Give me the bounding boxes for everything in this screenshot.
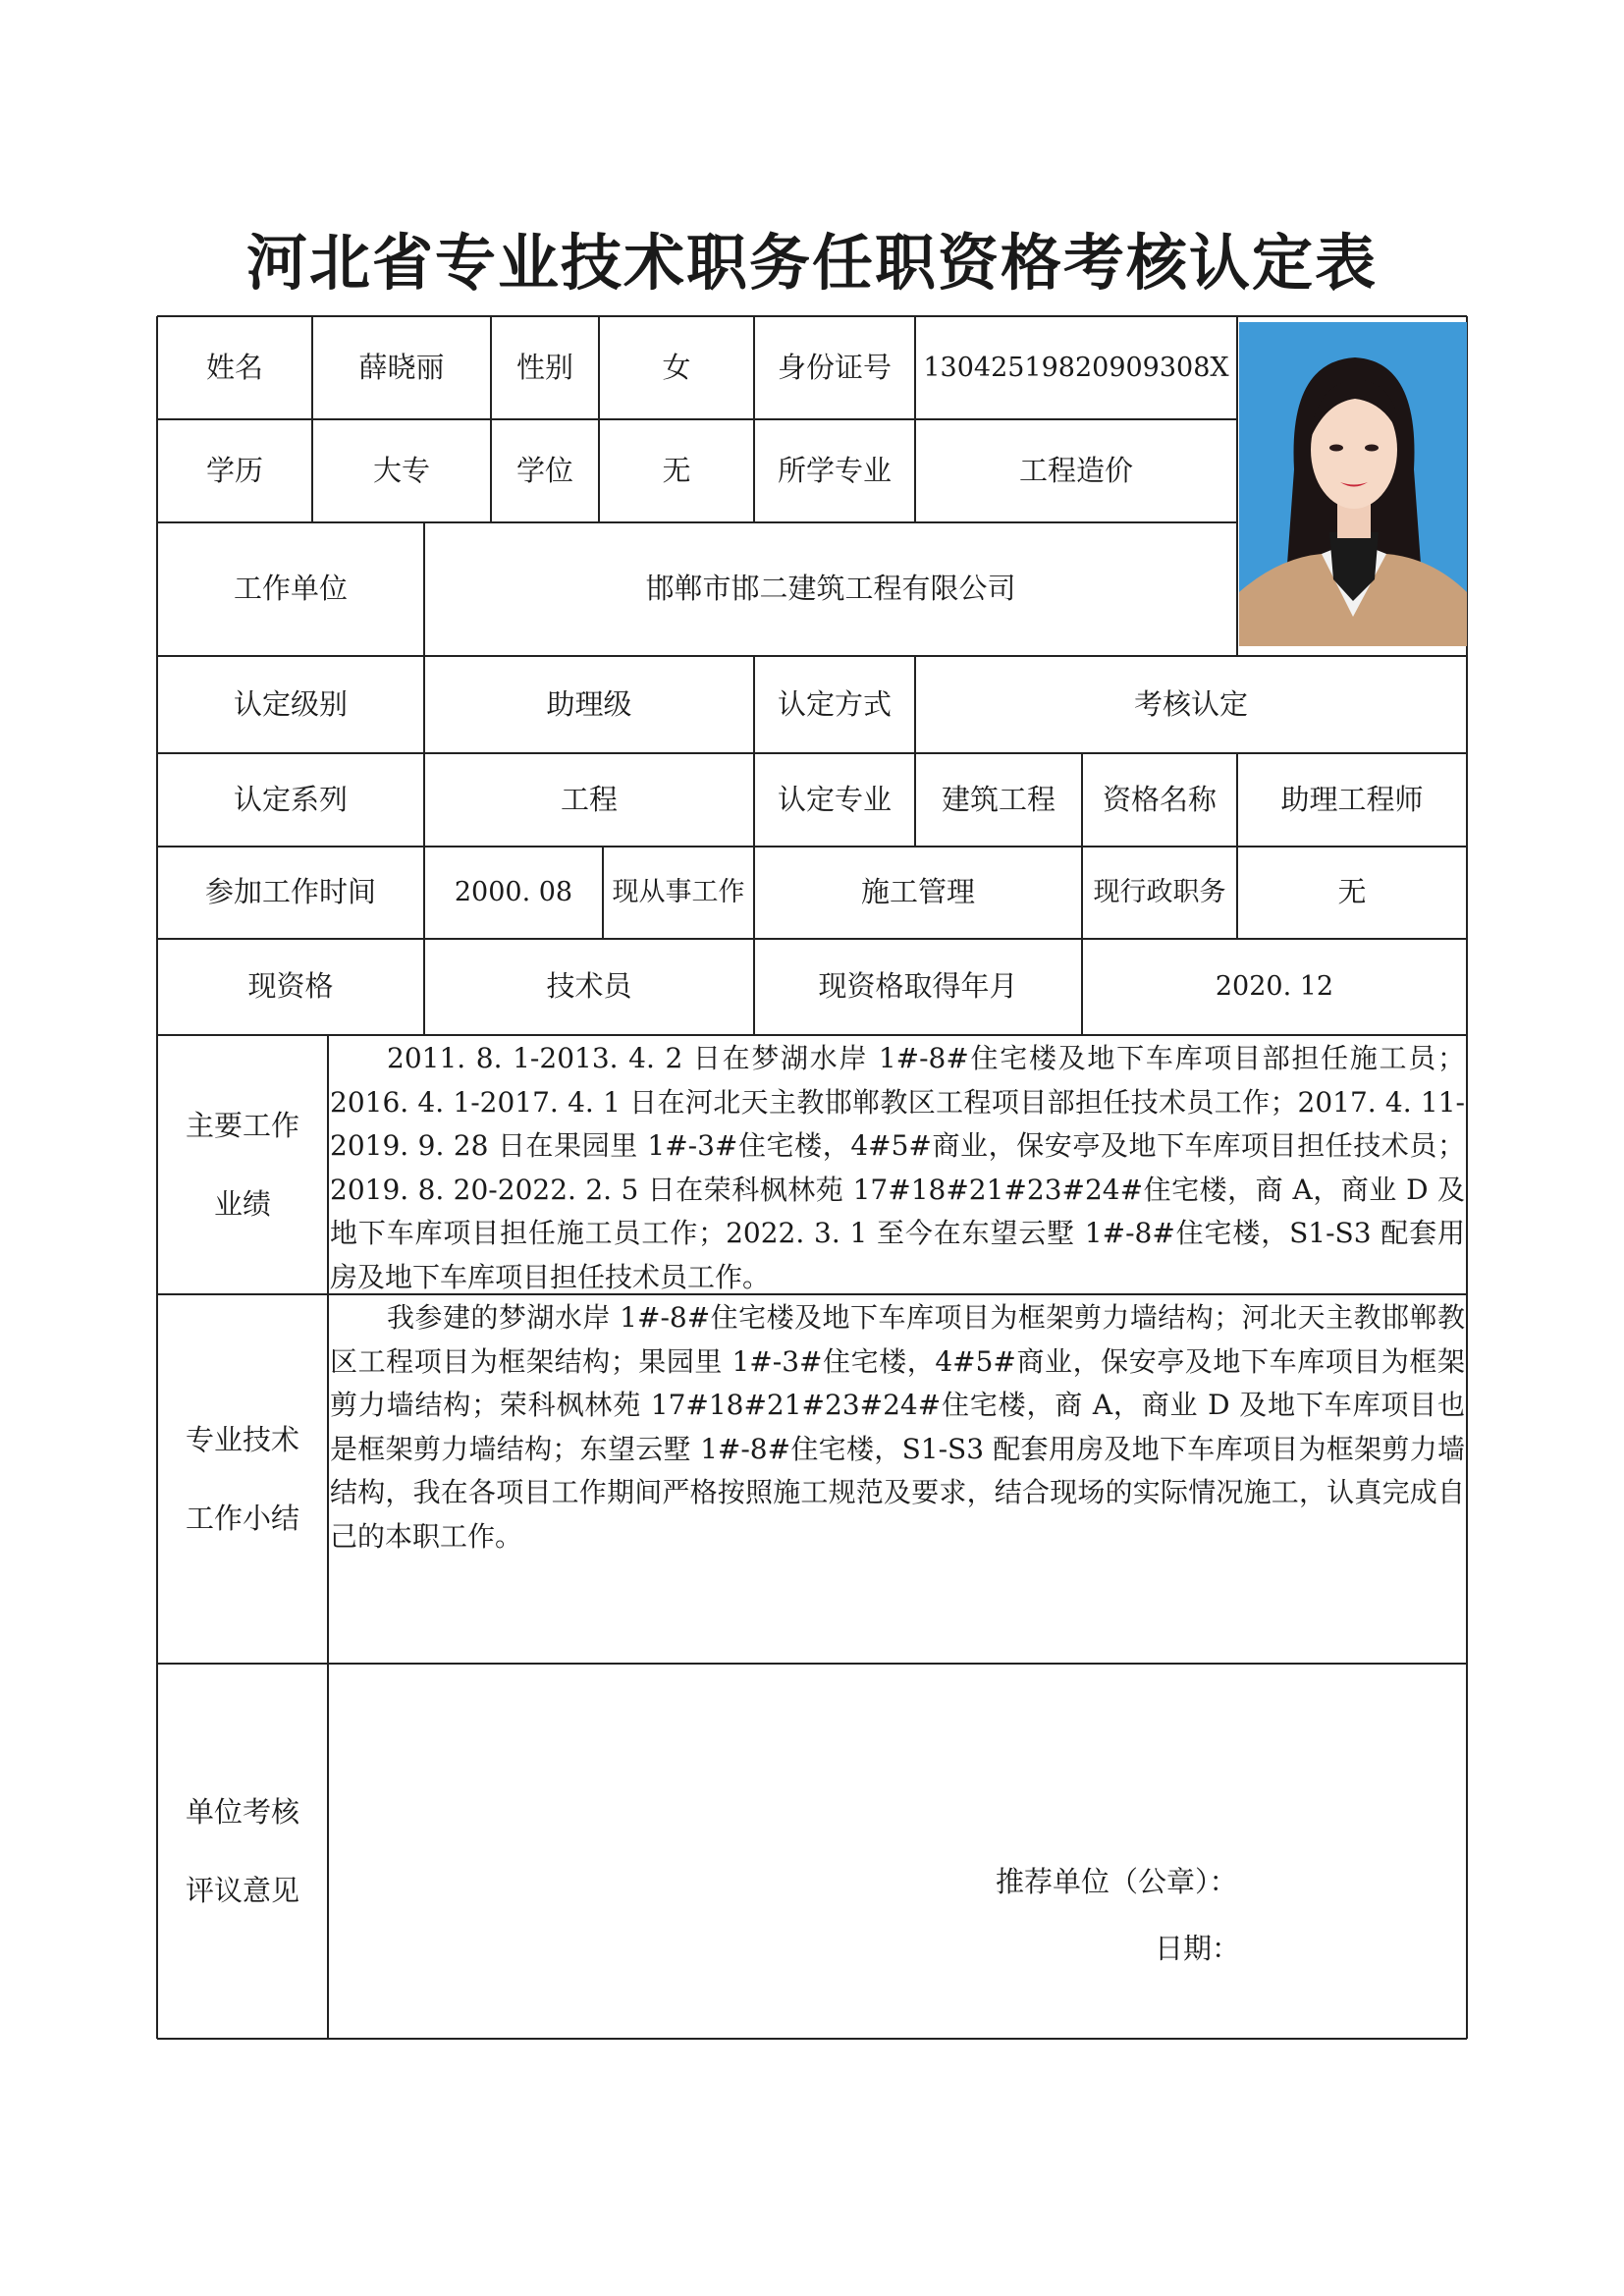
employer-value: 邯郸市邯二建筑工程有限公司 (645, 572, 1016, 606)
id-value: 13042519820909308X (923, 352, 1229, 383)
qualification-label: 资格名称 (1102, 782, 1217, 816)
review-label-line2: 评议意见 (185, 1874, 299, 1907)
summary-label (157, 1294, 328, 1664)
level-label: 认定级别 (233, 686, 348, 721)
degree-label: 学位 (515, 453, 573, 487)
achievements-label-line2: 业绩 (213, 1187, 271, 1221)
achievements-label (157, 1035, 328, 1294)
education-label: 学历 (205, 453, 263, 487)
date-label: 日期： (1155, 1932, 1241, 1965)
name-label: 姓名 (205, 350, 263, 384)
major-value: 工程造价 (1018, 453, 1133, 487)
qualification-date-value: 2020. 12 (1215, 971, 1334, 1003)
review-label-line1: 单位考核 (185, 1795, 299, 1829)
admin-post-value: 无 (1337, 875, 1367, 909)
id-label: 身份证号 (777, 350, 892, 384)
gender-value: 女 (662, 350, 691, 384)
major-label: 所学专业 (777, 453, 892, 487)
start-work-value: 2000. 08 (454, 877, 573, 908)
name-value: 薛晓丽 (358, 350, 445, 384)
current-qualification-value: 技术员 (546, 969, 632, 1004)
method-value: 考核认定 (1133, 686, 1248, 721)
gender-label: 性别 (515, 350, 573, 384)
degree-value: 无 (662, 453, 691, 487)
admin-post-label: 现行政职务 (1093, 877, 1226, 908)
current-qualification-label: 现资格 (247, 969, 334, 1004)
current-work-value: 施工管理 (860, 875, 975, 909)
education-value: 大专 (372, 453, 430, 487)
summary-label-line2: 工作小结 (185, 1502, 299, 1535)
series-value: 工程 (560, 782, 618, 816)
start-work-label: 参加工作时间 (204, 875, 376, 909)
qualification-value: 助理工程师 (1280, 782, 1424, 816)
level-value: 助理级 (546, 686, 632, 721)
form-title: 河北省专业技术职务任职资格考核认定表 (245, 227, 1378, 299)
method-label: 认定方式 (777, 686, 892, 721)
qualification-date-label: 现资格取得年月 (818, 969, 1018, 1004)
applicant-photo (1239, 322, 1467, 646)
series-label: 认定系列 (233, 782, 348, 816)
summary-text: 我参建的梦湖水岸 1#-8#住宅楼及地下车库项目为框架剪力墙结构；河北天主教邯郸教区工程项目为框架结构；果园里 1#-3#住宅楼，4#5#商业，保安亭及地下车库项目为框架剪力墙结构；荣科枫林苑 17#18#21#23#24#住宅楼，商 A，商业 D 及地下车库项目也是框架剪力墙结构；东望云墅 1#-8#住宅楼，S1-S3 配套用房及地下车库项目为框架剪力墙结构，我在各项目工作期间严格按照施工规范及要求，结合现场的实际情况施工，认真完成自己的本职工作。 (330, 1301, 1465, 1553)
current-work-label: 现从事工作 (612, 877, 745, 908)
specialty-value: 建筑工程 (941, 782, 1056, 816)
summary-label-line1: 专业技术 (185, 1423, 299, 1456)
recommender-label: 推荐单位（公章）： (996, 1865, 1238, 1898)
employer-label: 工作单位 (233, 572, 348, 606)
achievements-label-line1: 主要工作 (185, 1109, 299, 1142)
specialty-label: 认定专业 (777, 782, 892, 816)
achievements-text: 2011. 8. 1-2013. 4. 2 日在梦湖水岸 1#-8#住宅楼及地下车库项目部担任施工员；2016. 4. 1-2017. 4. 1 日在河北天主教邯郸教区工程项目部担任技术员工作；2017. 4. 11-2019. 9. 28 日在果园里 1#-3#住宅楼，4#5#商业，保安亭及地下车库项目担任技术员；2019. 8. 20-2022. 2. 5 日在荣科枫林苑 17#18#21#23#24#住宅楼，商 A，商业 D 及地下车库项目担任施工员工作；2022. 3. 1 至今在东望云墅 1#-8#住宅楼，S1-S3 配套用房及地下车库项目担任技术员工作。 (330, 1042, 1465, 1293)
review-label (157, 1664, 328, 2039)
